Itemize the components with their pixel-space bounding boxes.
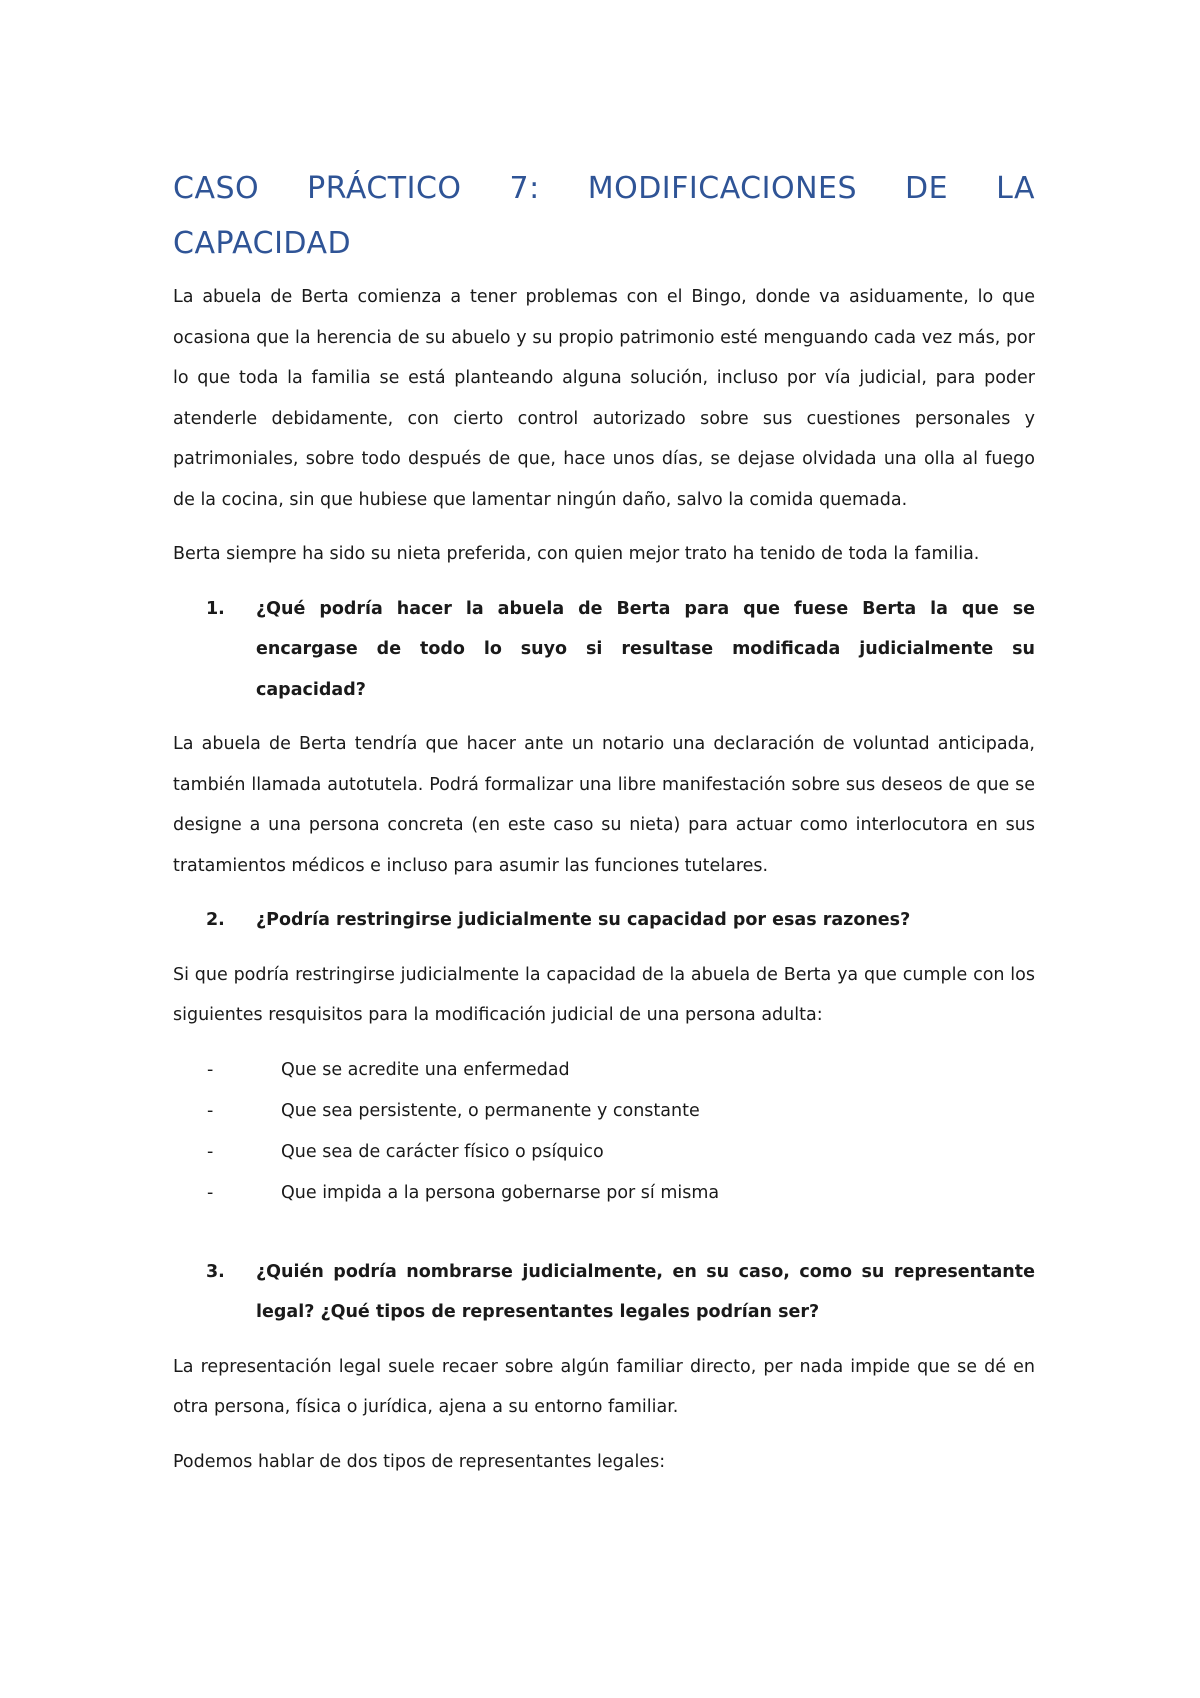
question-1-text: ¿Qué podría hacer la abuela de Berta para que fuese Berta la que se encargase de todo lo suyo si resultase modificada judicialmente su capacidad?: [256, 598, 1035, 700]
question-2-number: 2.: [206, 910, 225, 930]
closing-paragraph: Podemos hablar de dos tipos de representantes legales:: [173, 1451, 666, 1472]
requirement-text: Que sea de carácter físico o psíquico: [281, 1141, 604, 1162]
question-1: [173, 589, 1035, 711]
document-title: CASO PRÁCTICO 7: MODIFICACIONES DE LA: [173, 171, 1035, 206]
dash-bullet: -: [207, 1100, 214, 1121]
requirement-text: Que se acredite una enfermedad: [281, 1059, 570, 1080]
question-3: [173, 1252, 1035, 1333]
requirement-text: Que sea persistente, o permanente y constante: [281, 1100, 700, 1121]
dash-bullet: -: [207, 1059, 214, 1080]
list-item: [173, 1050, 1035, 1091]
question-2: [173, 900, 1035, 941]
context-paragraph: Berta siempre ha sido su nieta preferida, con quien mejor trato ha tenido de toda la familia.: [173, 544, 980, 564]
question-3-number: 3.: [206, 1261, 225, 1282]
question-3-text: ¿Quién podría nombrarse judicialmente, en su caso, como su representante legal? ¿Qué tipos de representantes legales podrían ser?: [256, 1261, 1035, 1322]
document-page: [173, 160, 1035, 1496]
answer-2: Si que podría restringirse judicialmente la capacidad de la abuela de Berta ya que cumple con los siguientes resquisitos para la modificación judicial de una persona adulta:: [173, 964, 1035, 1025]
list-item: [173, 1091, 1035, 1132]
answer-1: La abuela de Berta tendría que hacer ante un notario una declaración de voluntad anticipada, también llamada autotutela. Podrá formalizar una libre manifestación sobre sus deseos de que se designe a una persona concreta (en este caso su nieta) para actuar como interlocutora en sus tratamientos médicos e incluso para asumir las funciones tutelares.: [173, 734, 1035, 876]
dash-bullet: -: [207, 1141, 214, 1162]
dash-bullet: -: [207, 1182, 214, 1203]
list-item: [173, 1173, 1035, 1214]
requirements-list: [173, 1050, 1035, 1214]
requirement-text: Que impida a la persona gobernarse por sí misma: [281, 1182, 720, 1203]
list-item: [173, 1132, 1035, 1173]
intro-paragraph: La abuela de Berta comienza a tener problemas con el Bingo, donde va asiduamente, lo que ocasiona que la herencia de su abuelo y su propio patrimonio esté menguando cada vez más, por lo que toda la familia se está planteando alguna solución, incluso por vía judicial, para poder atenderle debidamente, con cierto control autorizado sobre sus cuestiones personales y patrimoniales, sobre todo después de que, hace unos días, se dejase olvidada una olla al fuego de la cocina, sin que hubiese que lamentar ningún daño, salvo la comida quemada.: [173, 287, 1035, 510]
question-2-text: ¿Podría restringirse judicialmente su capacidad por esas razones?: [256, 910, 911, 930]
document-title-continuation: CAPACIDAD: [173, 226, 352, 261]
question-1-number: 1.: [206, 598, 225, 619]
answer-3: La representación legal suele recaer sobre algún familiar directo, per nada impide que se dé en otra persona, física o jurídica, ajena a su entorno familiar.: [173, 1356, 1035, 1417]
